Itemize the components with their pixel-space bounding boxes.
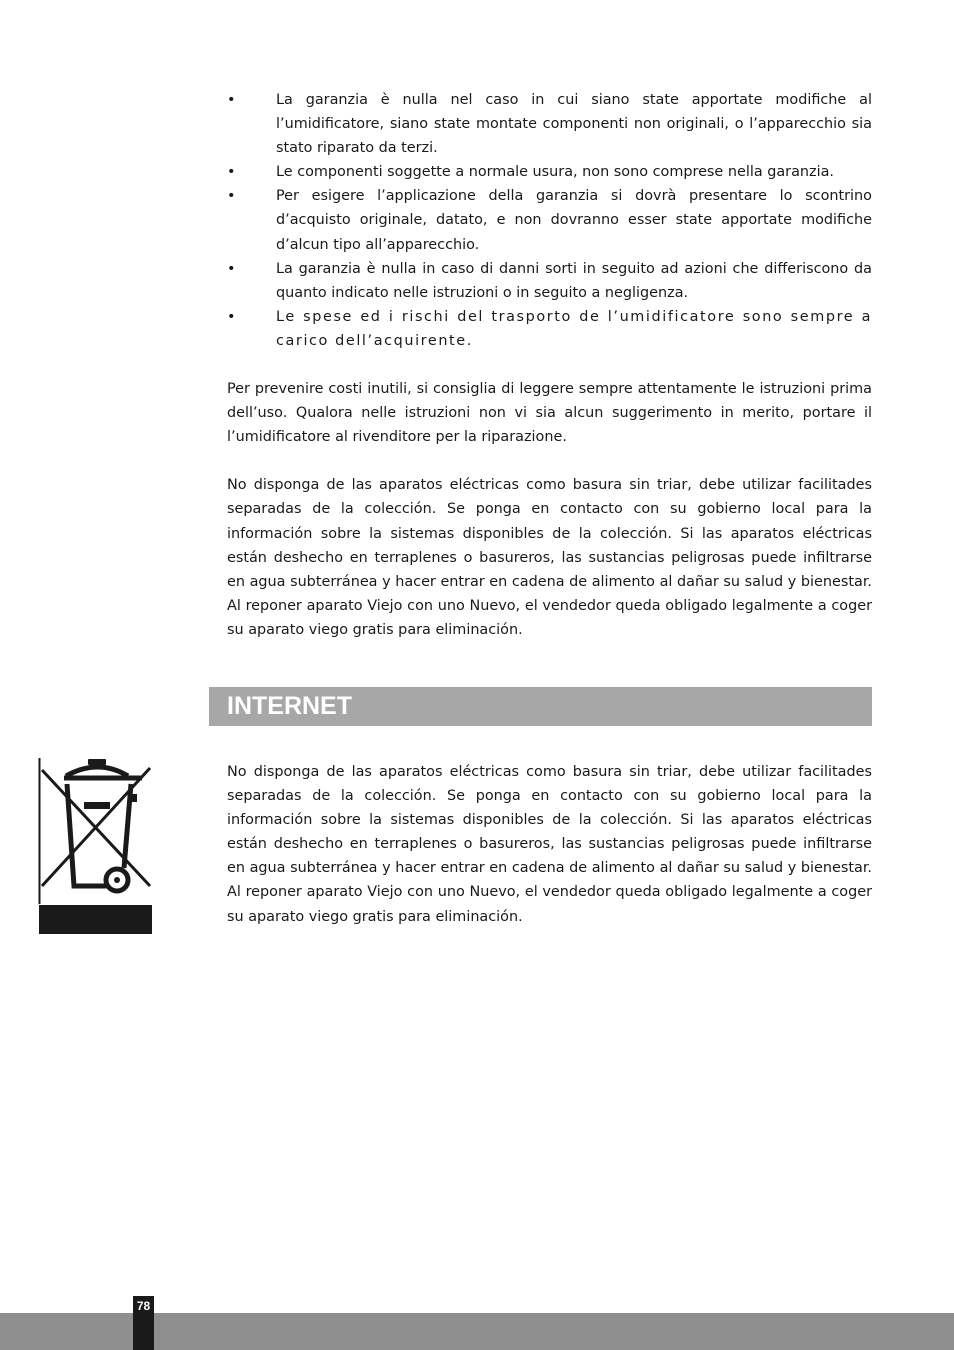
list-item: [227, 88, 872, 160]
bullet-text: La garanzia è nulla nel caso in cui siano state apportate modifiche al l’umidificatore, siano state montate componenti non originali, o l’apparecchio sia stato riparato da terzi.: [276, 92, 872, 157]
bullet-marker: •: [227, 308, 238, 325]
spanish-disposal-paragraph: No disponga de las aparatos eléctricas como basura sin triar, debe utilizar facilitades separadas de la colección. Se ponga en contacto con su gobierno local para la información sobre la sistemas disponibles de la colección. Si las aparatos eléctricas están deshecho en terraplenes o basureros, las sustancias peligrosas puede infiltrarse en agua subterránea y hacer entrar en cadena de alimento al dañar su salud y bienestar. Al reponer aparato Viejo con uno Nuevo, el vendedor queda obligado legalmente a coger su aparato viego gratis para eliminación.: [227, 477, 872, 638]
weee-crossed-bin-icon: [38, 756, 152, 934]
section-title: INTERNET: [227, 692, 352, 720]
list-item: [227, 257, 872, 305]
bullet-text: Per esigere l’applicazione della garanzia si dovrà presentare lo scontrino d’acquisto originale, datato, e non dovranno esser state apportate modifiche d’alcun tipo all’apparecchio.: [276, 188, 872, 253]
warranty-bullet-list: [227, 88, 872, 353]
bullet-marker: •: [227, 92, 236, 108]
list-item: [227, 305, 872, 353]
spanish-disposal-paragraph-2: No disponga de las aparatos eléctricas como basura sin triar, debe utilizar facilitades separadas de la colección. Se ponga en contacto con su gobierno local para la información sobre la sistemas disponibles de la colección. Si las aparatos eléctricas están deshecho en terraplenes o basureros, las sustancias peligrosas puede infiltrarse en agua subterránea y hacer entrar en cadena de alimento al dañar su salud y bienestar. Al reponer aparato Viejo con uno Nuevo, el vendedor queda obligado legalmente a coger su aparato viego gratis para eliminación.: [227, 764, 872, 925]
page-number: 78: [136, 1299, 151, 1313]
bullet-marker: •: [227, 260, 236, 277]
list-item: [227, 160, 872, 184]
page-number-tab: [133, 1296, 154, 1350]
bullet-text: Le componenti soggette a normale usura, non sono comprese nella garanzia.: [276, 164, 834, 181]
italian-advice-paragraph: Per prevenire costi inutili, si consiglia di leggere sempre attentamente le istruzioni prima dell’uso. Qualora nelle istruzioni non vi sia alcun suggerimento in merito, portare il l’umidificatore al rivenditore per la riparazione.: [227, 381, 872, 446]
section-header-bar: [209, 687, 872, 726]
bullet-marker: •: [227, 164, 236, 181]
bullet-text: Le spese ed i rischi del trasporto de l’umidificatore sono sempre a carico dell’acquirente.: [276, 308, 872, 349]
bullet-marker: •: [227, 188, 236, 205]
bullet-text: La garanzia è nulla in caso di danni sorti in seguito ad azioni che differiscono da quanto indicato nelle istruzioni o in seguito a negligenza.: [276, 260, 872, 301]
warranty-text-block: [227, 88, 872, 642]
list-item: [227, 184, 872, 256]
